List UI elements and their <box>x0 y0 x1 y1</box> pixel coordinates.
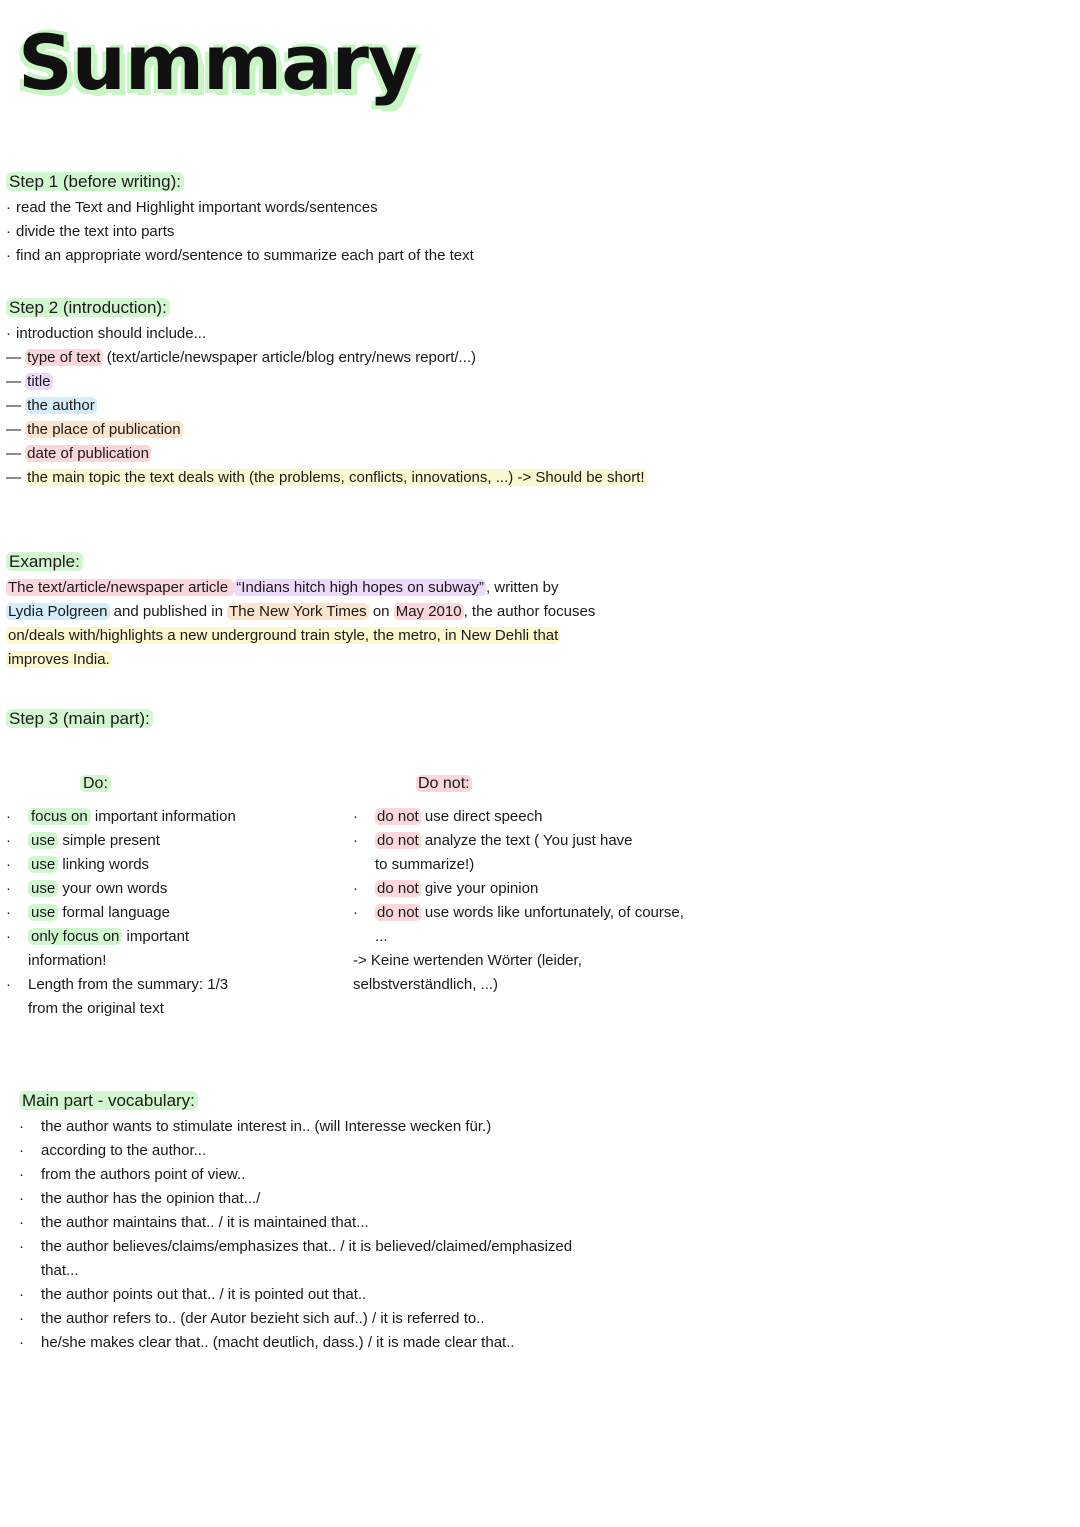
do-item: · only focus on important information! <box>6 928 190 969</box>
example-line: The text/article/newspaper article “Indians hitch high hopes on subway” , written by <box>8 579 559 596</box>
do-item: · use simple present <box>6 832 160 849</box>
list-item: · divide the text into parts <box>6 223 175 240</box>
list-item: · introduction should include... <box>6 325 207 342</box>
step1-heading: Step 1 (before writing): <box>6 170 184 194</box>
step3-heading: Step 3 (main part): <box>6 707 153 731</box>
list-item: — date of publication <box>6 445 149 462</box>
vocab-item: · according to the author... <box>19 1142 207 1159</box>
do-item: · use your own words <box>6 880 168 897</box>
vocab-item: · from the authors point of view.. <box>19 1166 246 1183</box>
dont-item: · do not use direct speech <box>353 808 543 825</box>
dont-note: -> Keine wertenden Wörter (leider, selbstverständlich, ...) <box>353 952 582 993</box>
vocab-heading: Main part - vocabulary: <box>19 1089 198 1113</box>
vocab-item: · the author believes/claims/emphasizes that.. / it is believed/claimed/emphasized that... <box>19 1238 573 1279</box>
example-text <box>6 576 595 672</box>
example-heading: Example: <box>6 550 83 574</box>
vocab-list <box>19 1115 579 1355</box>
dont-heading: Do not: <box>418 775 470 792</box>
list-item: — the main topic the text deals with (the problems, conflicts, innovations, ...) -> Should be short! <box>6 469 645 486</box>
vocab-item: · the author refers to.. (der Autor bezieht sich auf..) / it is referred to.. <box>19 1310 485 1327</box>
dont-list <box>353 805 693 997</box>
do-item: · use formal language <box>6 904 170 921</box>
step2-heading: Step 2 (introduction): <box>6 296 170 320</box>
example-line: improves India. <box>8 651 110 668</box>
vocab-item: · the author wants to stimulate interest in.. (will Interesse wecken für.) <box>19 1118 492 1135</box>
dont-item: · do not analyze the text ( You just have to summarize!) <box>353 832 633 873</box>
list-item: — title <box>6 373 51 390</box>
example-line: Lydia Polgreen and published in The New York Times on May 2010 , the author focuses <box>8 603 596 620</box>
dont-item: · do not use words like unfortunately, of course, ... <box>353 904 684 945</box>
step2-list <box>6 322 647 490</box>
do-item: · focus on important information <box>6 808 236 825</box>
example-line: on/deals with/highlights a new underground train style, the metro, in New Dehli that <box>8 627 559 644</box>
list-item: · find an appropriate word/sentence to summarize each part of the text <box>6 247 474 264</box>
do-heading: Do: <box>80 772 111 796</box>
do-list <box>6 805 236 1021</box>
do-item: · Length from the summary: 1/3 from the original text <box>6 976 229 1017</box>
vocab-item: · the author maintains that.. / it is maintained that... <box>19 1214 369 1231</box>
step1-list <box>6 196 474 268</box>
do-item: · use linking words <box>6 856 150 873</box>
list-item: · read the Text and Highlight important words/sentences <box>6 199 378 216</box>
list-item: — the place of publication <box>6 421 181 438</box>
dont-item: · do not give your opinion <box>353 880 539 897</box>
vocab-item: · the author points out that.. / it is pointed out that.. <box>19 1286 367 1303</box>
vocab-item: · he/she makes clear that.. (macht deutlich, dass.) / it is made clear that.. <box>19 1334 515 1351</box>
list-item: — the author <box>6 397 95 414</box>
page-title: Summary <box>18 18 417 107</box>
list-item: — type of text (text/article/newspaper article/blog entry/news report/...) <box>6 349 477 366</box>
vocab-item: · the author has the opinion that.../ <box>19 1190 261 1207</box>
